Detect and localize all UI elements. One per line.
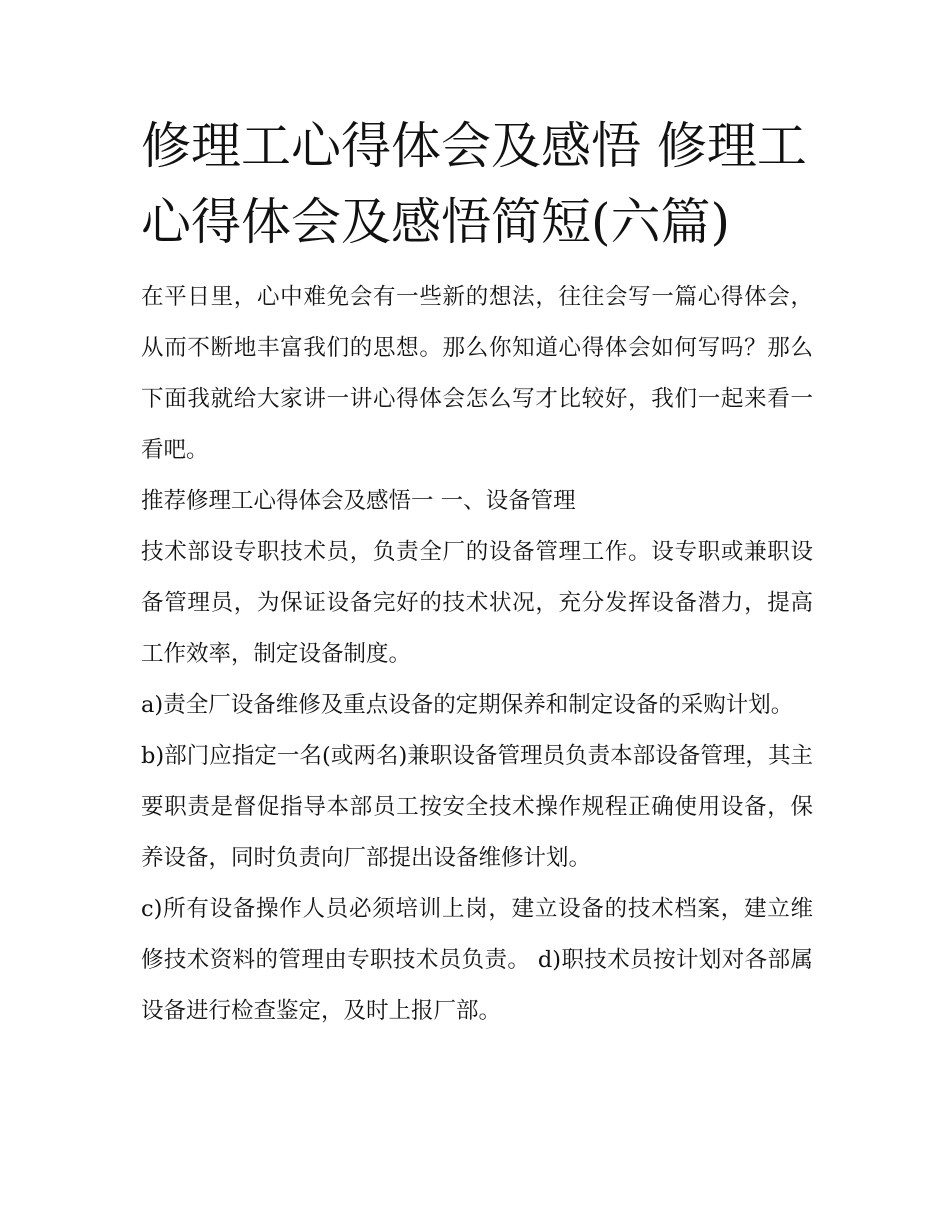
list-item-c-d: c)所有设备操作人员必须培训上岗，建立设备的技术档案，建立维修技术资料的管理由专职技术员负责。 d)职技术员按计划对各部属设备进行检查鉴定，及时上报厂部。: [141, 896, 813, 1024]
list-item-b: b)部门应指定一名(或两名)兼职设备管理员负责本部设备管理，其主要职责是督促指导本部员工按安全技术操作规程正确使用设备，保养设备，同时负责向厂部提出设备维修计划。: [141, 743, 813, 871]
document-page: [141, 108, 813, 1037]
list-item-a: a)责全厂设备维修及重点设备的定期保养和制定设备的采购计划。: [141, 692, 794, 718]
section-heading: 推荐修理工心得体会及感悟一 一、设备管理: [141, 488, 576, 514]
body-paragraph: 技术部设专职技术员，负责全厂的设备管理工作。设专职或兼职设备管理员，为保证设备完好的技术状况，充分发挥设备潜力，提高工作效率，制定设备制度。: [141, 539, 813, 667]
document-title: 修理工心得体会及感悟 修理工心得体会及感悟简短(六篇): [141, 117, 807, 251]
intro-paragraph: 在平日里，心中难免会有一些新的想法，往往会写一篇心得体会，从而不断地丰富我们的思想。那么你知道心得体会如何写吗？那么下面我就给大家讲一讲心得体会怎么写才比较好，我们一起来看一看吧。: [141, 284, 813, 463]
